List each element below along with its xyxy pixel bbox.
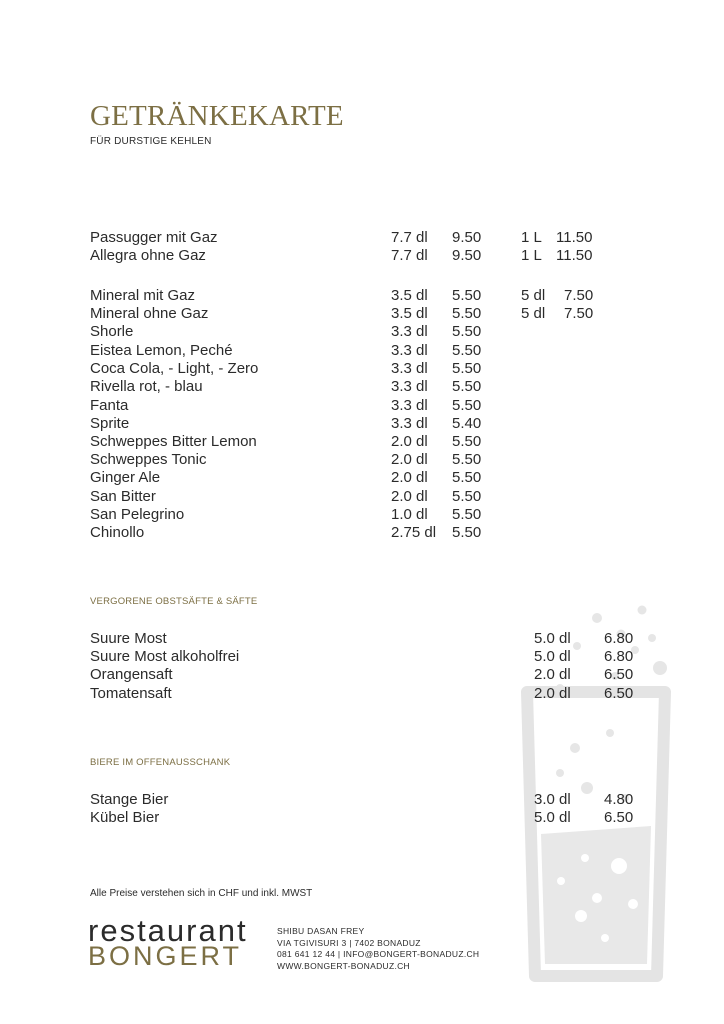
item-name: Suure Most bbox=[90, 630, 167, 647]
item-price-large: 7.50 bbox=[564, 287, 594, 304]
menu-row bbox=[0, 247, 724, 265]
item-price-large: 7.50 bbox=[564, 305, 594, 322]
address-owner: SHIBU DASAN FREY bbox=[277, 926, 365, 936]
item-price: 6.80 bbox=[604, 648, 634, 665]
price-note: Alle Preise verstehen sich in CHF und inkl. MWST bbox=[90, 888, 313, 899]
item-name: Ginger Ale bbox=[90, 469, 161, 486]
item-price: 9.50 bbox=[452, 247, 482, 264]
bubble bbox=[556, 769, 564, 777]
item-name: Kübel Bier bbox=[90, 809, 160, 826]
item-volume: 3.0 dl bbox=[534, 791, 571, 808]
item-volume: 5.0 dl bbox=[534, 648, 571, 665]
menu-row bbox=[0, 415, 724, 433]
bubble bbox=[581, 854, 589, 862]
item-name: Orangensaft bbox=[90, 666, 173, 683]
bubble bbox=[606, 729, 614, 737]
bubble bbox=[575, 910, 587, 922]
item-price: 5.50 bbox=[452, 378, 482, 395]
menu-row bbox=[0, 648, 724, 666]
item-volume: 3.5 dl bbox=[391, 287, 428, 304]
bubble bbox=[592, 613, 602, 623]
item-volume: 3.3 dl bbox=[391, 415, 428, 432]
item-name: Eistea Lemon, Peché bbox=[90, 342, 233, 359]
item-name: Chinollo bbox=[90, 524, 145, 541]
item-price-large: 11.50 bbox=[556, 247, 593, 264]
item-price: 5.50 bbox=[452, 433, 482, 450]
menu-row bbox=[0, 305, 724, 323]
item-name: Rivella rot, - blau bbox=[90, 378, 203, 395]
item-volume: 5.0 dl bbox=[534, 630, 571, 647]
item-name: Suure Most alkoholfrei bbox=[90, 648, 240, 665]
item-price-large: 11.50 bbox=[556, 229, 593, 246]
menu-row bbox=[0, 469, 724, 487]
item-price: 6.80 bbox=[604, 630, 634, 647]
item-volume: 3.3 dl bbox=[391, 342, 428, 359]
item-name: Sprite bbox=[90, 415, 130, 432]
menu-row bbox=[0, 524, 724, 542]
menu-row bbox=[0, 229, 724, 247]
menu-row bbox=[0, 685, 724, 703]
item-volume: 7.7 dl bbox=[391, 229, 428, 246]
item-name: Tomatensaft bbox=[90, 685, 172, 702]
item-volume-large: 1 L bbox=[521, 229, 542, 246]
item-volume: 3.5 dl bbox=[391, 305, 428, 322]
address-street: VIA TGIVISURI 3 | 7402 BONADUZ bbox=[277, 937, 421, 948]
item-volume: 2.0 dl bbox=[391, 451, 428, 468]
menu-row bbox=[0, 287, 724, 305]
address-block bbox=[277, 926, 479, 972]
menu-row bbox=[0, 342, 724, 360]
menu-row bbox=[0, 666, 724, 684]
bubble bbox=[628, 899, 638, 909]
item-volume-large: 5 dl bbox=[521, 305, 546, 322]
item-volume: 2.0 dl bbox=[391, 433, 428, 450]
menu-row bbox=[0, 630, 724, 648]
item-price: 4.80 bbox=[604, 791, 634, 808]
address-website: WWW.BONGERT-BONADUZ.CH bbox=[277, 960, 410, 971]
address-contact: 081 641 12 44 | INFO@BONGERT-BONADUZ.CH bbox=[277, 949, 480, 959]
item-price: 5.50 bbox=[452, 488, 482, 505]
logo-bongert: BONGERT bbox=[88, 941, 243, 971]
item-volume: 7.7 dl bbox=[391, 247, 428, 264]
menu-row bbox=[0, 360, 724, 378]
item-volume: 2.0 dl bbox=[534, 685, 571, 702]
item-name: Schweppes Bitter Lemon bbox=[90, 433, 257, 450]
item-price: 5.50 bbox=[452, 360, 482, 377]
item-volume: 3.3 dl bbox=[391, 378, 428, 395]
item-name: Fanta bbox=[90, 397, 129, 414]
menu-row bbox=[0, 506, 724, 524]
bubble bbox=[557, 877, 565, 885]
item-name: Coca Cola, - Light, - Zero bbox=[90, 360, 259, 377]
item-name: Schweppes Tonic bbox=[90, 451, 207, 468]
item-volume: 3.3 dl bbox=[391, 397, 428, 414]
item-name: Shorle bbox=[90, 323, 134, 340]
bubble bbox=[611, 858, 627, 874]
item-price: 5.50 bbox=[452, 524, 482, 541]
page-title: GETRÄNKEKARTE bbox=[90, 100, 344, 132]
item-price: 5.50 bbox=[452, 287, 482, 304]
item-volume: 5.0 dl bbox=[534, 809, 571, 826]
item-price: 5.40 bbox=[452, 415, 482, 432]
item-volume: 1.0 dl bbox=[391, 506, 428, 523]
item-volume-large: 5 dl bbox=[521, 287, 546, 304]
item-volume: 2.0 dl bbox=[391, 488, 428, 505]
item-price: 9.50 bbox=[452, 229, 482, 246]
menu-row bbox=[0, 323, 724, 341]
item-name: San Pelegrino bbox=[90, 506, 185, 523]
menu-row bbox=[0, 791, 724, 809]
menu-row bbox=[0, 433, 724, 451]
section-title-beer: BIERE IM OFFENAUSSCHANK bbox=[90, 757, 231, 768]
bubble bbox=[570, 743, 580, 753]
item-volume: 3.3 dl bbox=[391, 360, 428, 377]
item-volume: 2.75 dl bbox=[391, 524, 437, 541]
item-price: 5.50 bbox=[452, 469, 482, 486]
item-volume: 3.3 dl bbox=[391, 323, 428, 340]
item-price: 6.50 bbox=[604, 685, 634, 702]
item-price: 5.50 bbox=[452, 451, 482, 468]
item-price: 5.50 bbox=[452, 397, 482, 414]
item-volume: 2.0 dl bbox=[391, 469, 428, 486]
item-price: 5.50 bbox=[452, 305, 482, 322]
item-price: 6.50 bbox=[604, 666, 634, 683]
bubble bbox=[638, 606, 647, 615]
item-name: Passugger mit Gaz bbox=[90, 229, 218, 246]
menu-row bbox=[0, 378, 724, 396]
item-volume-large: 1 L bbox=[521, 247, 542, 264]
item-name: San Bitter bbox=[90, 488, 156, 505]
item-price: 5.50 bbox=[452, 323, 482, 340]
item-price: 5.50 bbox=[452, 342, 482, 359]
item-name: Stange Bier bbox=[90, 791, 169, 808]
menu-row bbox=[0, 488, 724, 506]
bubble bbox=[592, 893, 602, 903]
item-price: 5.50 bbox=[452, 506, 482, 523]
item-name: Allegra ohne Gaz bbox=[90, 247, 206, 264]
item-price: 6.50 bbox=[604, 809, 634, 826]
menu-row bbox=[0, 397, 724, 415]
logo-restaurant: restaurant bbox=[88, 913, 248, 948]
menu-row bbox=[0, 451, 724, 469]
item-name: Mineral ohne Gaz bbox=[90, 305, 209, 322]
bubble bbox=[601, 934, 609, 942]
section-title-juices: VERGORENE OBSTSÄFTE & SÄFTE bbox=[90, 596, 258, 607]
item-name: Mineral mit Gaz bbox=[90, 287, 196, 304]
item-volume: 2.0 dl bbox=[534, 666, 571, 683]
page-subtitle: FÜR DURSTIGE KEHLEN bbox=[90, 136, 212, 147]
menu-row bbox=[0, 809, 724, 827]
